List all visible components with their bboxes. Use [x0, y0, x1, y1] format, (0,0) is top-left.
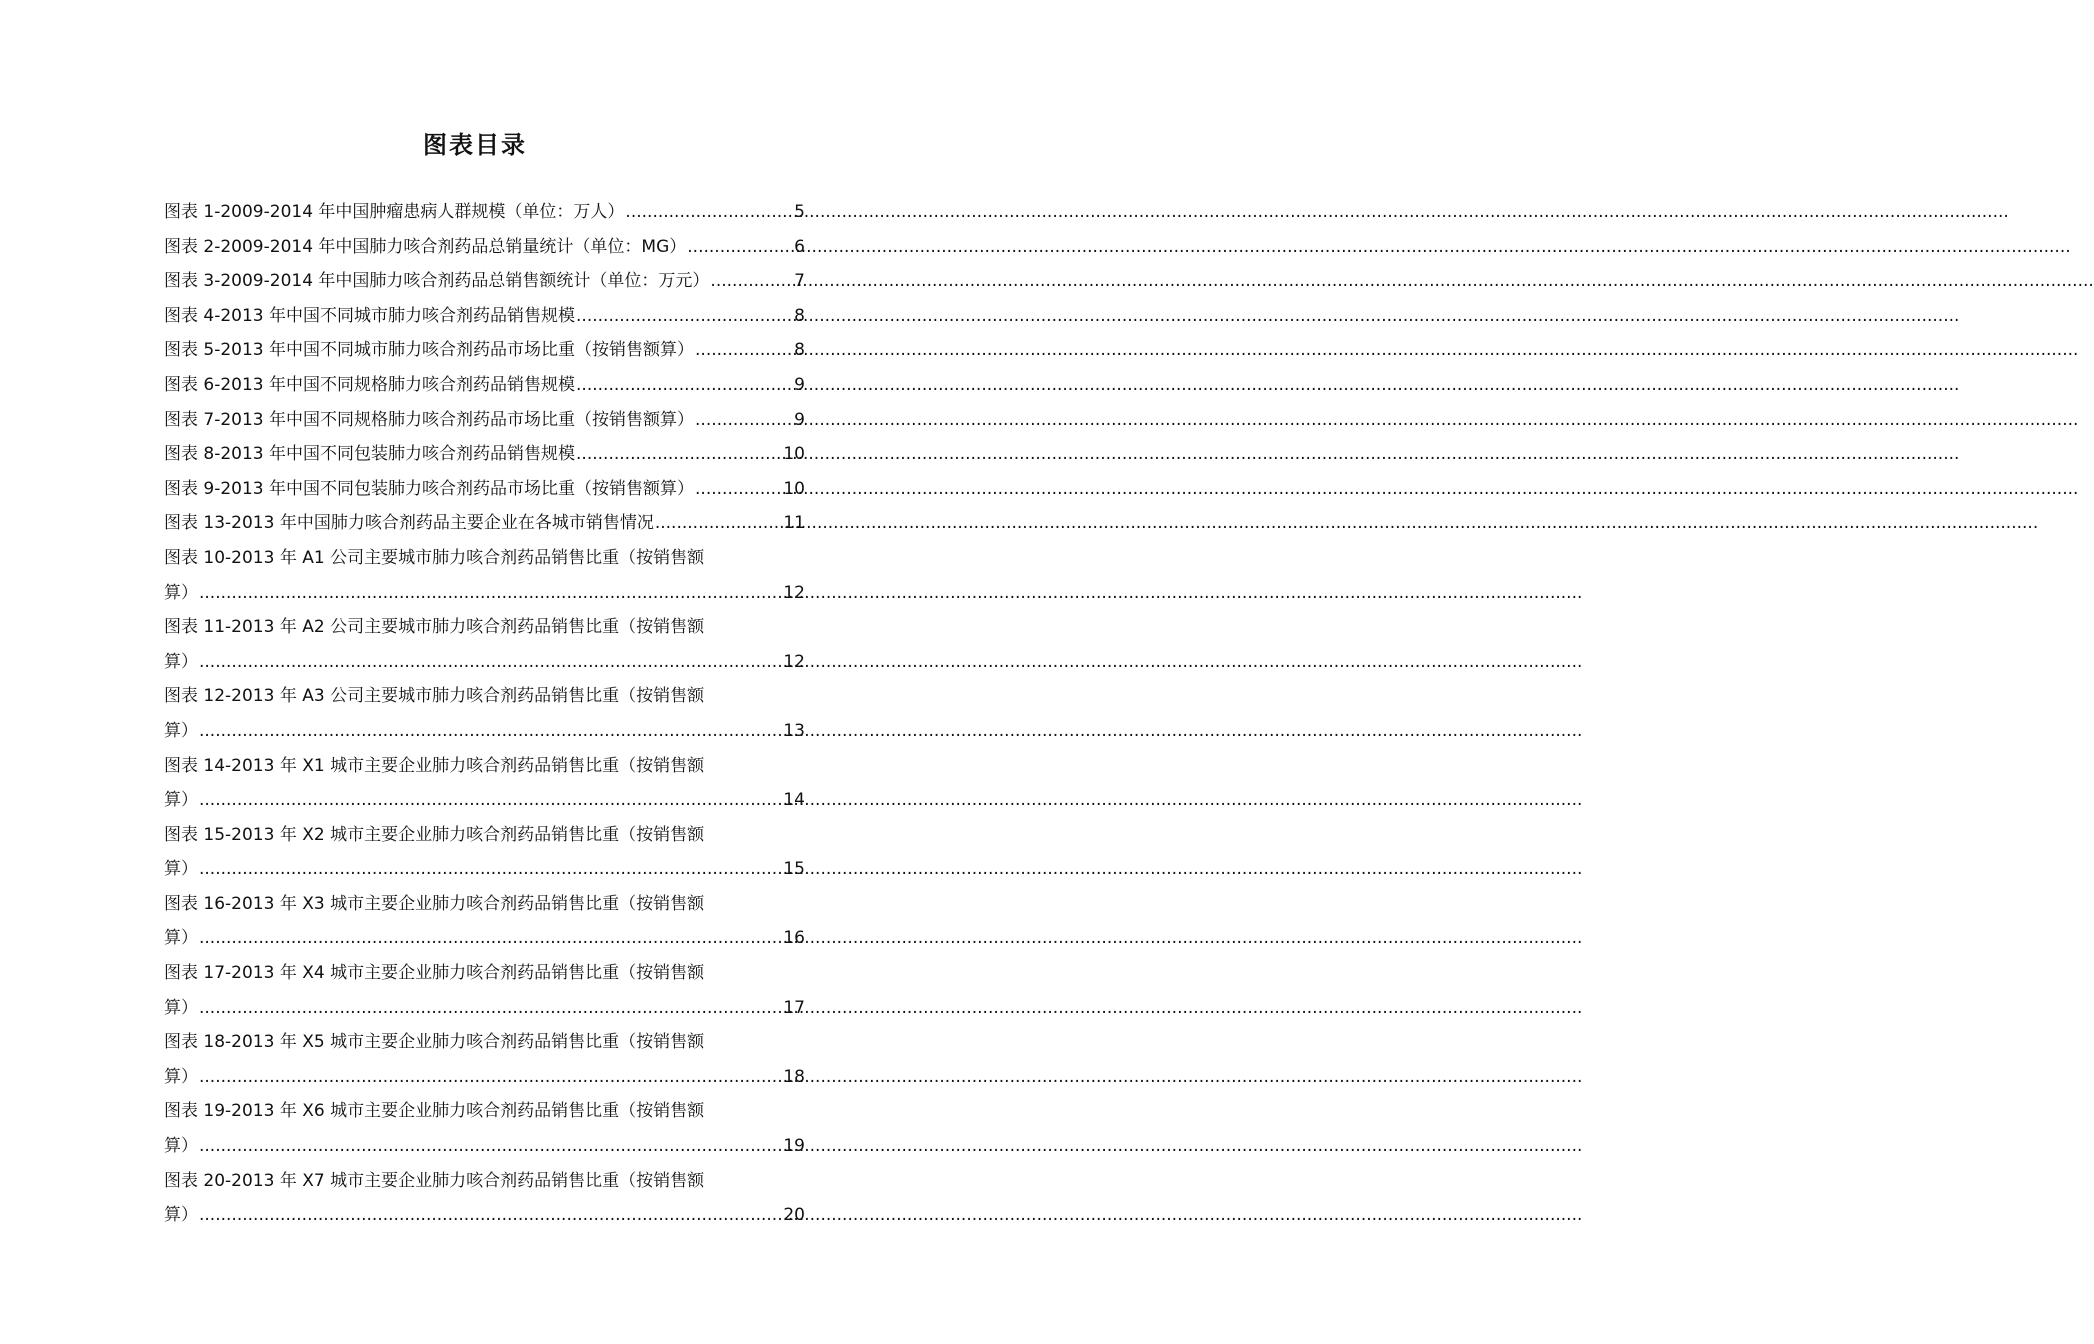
toc-entry-text: 图表 4-2013 年中国不同城市肺力咳合剂药品销售规模	[164, 305, 576, 326]
toc-entry[interactable]	[164, 1025, 805, 1094]
toc-leader-dots	[199, 1198, 782, 1233]
toc-entry[interactable]	[164, 1094, 805, 1163]
toc-entry[interactable]	[164, 506, 805, 541]
toc-leader-dots	[199, 576, 782, 611]
page-title: 图表目录	[423, 131, 527, 159]
toc-page-number: 9	[794, 374, 805, 395]
toc-leader-dots	[199, 783, 782, 818]
toc-entry[interactable]	[164, 818, 805, 887]
toc-page-number: 7	[794, 271, 805, 292]
toc-entry[interactable]	[164, 299, 805, 334]
toc-leader-dots	[199, 991, 782, 1026]
toc-entry-text-continued: 算）	[164, 1205, 198, 1226]
toc-entry-text: 图表 20-2013 年 X7 城市主要企业肺力咳合剂药品销售比重（按销售额	[164, 1170, 705, 1191]
table-of-figures	[164, 195, 805, 1233]
toc-entry-text-continued: 算）	[164, 1066, 198, 1087]
toc-leader-dots	[687, 230, 793, 265]
toc-entry[interactable]	[164, 610, 805, 679]
toc-entry[interactable]	[164, 368, 805, 403]
toc-entry-text: 图表 1-2009-2014 年中国肿瘤患病人群规模（单位：万人）	[164, 202, 625, 222]
toc-page-number: 13	[783, 720, 805, 741]
toc-entry-text: 图表 3-2009-2014 年中国肺力咳合剂药品总销售额统计（单位：万元）	[164, 271, 710, 292]
toc-page-number: 6	[794, 236, 805, 257]
toc-entry[interactable]	[164, 749, 805, 818]
toc-entry-text: 图表 7-2013 年中国不同规格肺力咳合剂药品市场比重（按销售额算）	[164, 409, 695, 430]
toc-leader-dots	[695, 333, 793, 368]
toc-entry-text: 图表 17-2013 年 X4 城市主要企业肺力咳合剂药品销售比重（按销售额	[164, 963, 705, 984]
toc-entry-text: 图表 15-2013 年 X2 城市主要企业肺力咳合剂药品销售比重（按销售额	[164, 824, 705, 845]
document-page	[0, 0, 950, 1344]
toc-page-number: 14	[783, 790, 805, 811]
toc-entry-text-continued: 算）	[164, 720, 198, 741]
toc-entry-text: 图表 18-2013 年 X5 城市主要企业肺力咳合剂药品销售比重（按销售额	[164, 1032, 705, 1053]
toc-entry-text: 图表 2-2009-2014 年中国肺力咳合剂药品总销量统计（单位：MG）	[164, 236, 687, 257]
toc-leader-dots	[199, 645, 782, 680]
toc-entry-text: 图表 14-2013 年 X1 城市主要企业肺力咳合剂药品销售比重（按销售额	[164, 755, 705, 776]
toc-entry[interactable]	[164, 264, 805, 299]
toc-leader-dots	[199, 921, 782, 956]
toc-entry[interactable]	[164, 541, 805, 610]
toc-page-number: 16	[783, 928, 805, 949]
toc-leader-dots	[710, 264, 793, 299]
toc-entry[interactable]	[164, 333, 805, 368]
toc-entry-text-continued: 算）	[164, 582, 198, 603]
toc-page-number: 8	[794, 305, 805, 326]
toc-entry-text: 图表 9-2013 年中国不同包装肺力咳合剂药品市场比重（按销售额算）	[164, 478, 695, 499]
toc-page-number: 12	[783, 582, 805, 603]
toc-page-number: 12	[783, 651, 805, 672]
toc-page-number: 15	[783, 859, 805, 880]
toc-entry[interactable]	[164, 887, 805, 956]
toc-page-number: 20	[783, 1205, 805, 1226]
toc-leader-dots	[655, 506, 783, 541]
toc-entry[interactable]	[164, 195, 805, 230]
toc-entry[interactable]	[164, 230, 805, 265]
toc-entry[interactable]	[164, 1164, 805, 1233]
toc-page-number: 10	[783, 478, 805, 499]
toc-entry[interactable]	[164, 679, 805, 748]
toc-page-number: 19	[783, 1136, 805, 1157]
toc-leader-dots	[695, 403, 793, 438]
toc-entry-text: 图表 11-2013 年 A2 公司主要城市肺力咳合剂药品销售比重（按销售额	[164, 617, 705, 638]
toc-page-number: 11	[783, 513, 805, 534]
toc-entry-text: 图表 16-2013 年 X3 城市主要企业肺力咳合剂药品销售比重（按销售额	[164, 893, 705, 914]
toc-entry-text: 图表 8-2013 年中国不同包装肺力咳合剂药品销售规模	[164, 444, 576, 465]
toc-page-number: 8	[794, 340, 805, 361]
toc-page-number: 9	[794, 409, 805, 430]
toc-page-number: 5	[794, 202, 805, 222]
toc-entry-text: 图表 6-2013 年中国不同规格肺力咳合剂药品销售规模	[164, 374, 576, 395]
toc-leader-dots	[576, 437, 782, 472]
toc-entry-text: 图表 10-2013 年 A1 公司主要城市肺力咳合剂药品销售比重（按销售额	[164, 547, 705, 568]
toc-page-number: 10	[783, 444, 805, 465]
toc-entry-text: 图表 12-2013 年 A3 公司主要城市肺力咳合剂药品销售比重（按销售额	[164, 686, 705, 707]
toc-leader-dots	[199, 714, 782, 749]
toc-leader-dots	[695, 472, 782, 507]
toc-entry-text-continued: 算）	[164, 1136, 198, 1157]
toc-leader-dots	[625, 195, 793, 230]
toc-page-number: 17	[783, 997, 805, 1018]
toc-leader-dots	[576, 299, 793, 334]
toc-entry[interactable]	[164, 956, 805, 1025]
toc-entry-text: 图表 13-2013 年中国肺力咳合剂药品主要企业在各城市销售情况	[164, 513, 654, 534]
toc-entry-text-continued: 算）	[164, 651, 198, 672]
toc-entry-text-continued: 算）	[164, 928, 198, 949]
toc-leader-dots	[199, 1129, 782, 1164]
toc-entry[interactable]	[164, 437, 805, 472]
toc-entry[interactable]	[164, 403, 805, 438]
toc-entry-text-continued: 算）	[164, 790, 198, 811]
toc-page-number: 18	[783, 1066, 805, 1087]
toc-entry-text-continued: 算）	[164, 997, 198, 1018]
toc-leader-dots	[199, 1060, 782, 1095]
toc-entry-text-continued: 算）	[164, 859, 198, 880]
toc-leader-dots	[199, 852, 782, 887]
toc-entry-text: 图表 5-2013 年中国不同城市肺力咳合剂药品市场比重（按销售额算）	[164, 340, 695, 361]
toc-entry[interactable]	[164, 472, 805, 507]
toc-leader-dots	[576, 368, 793, 403]
toc-entry-text: 图表 19-2013 年 X6 城市主要企业肺力咳合剂药品销售比重（按销售额	[164, 1101, 705, 1122]
